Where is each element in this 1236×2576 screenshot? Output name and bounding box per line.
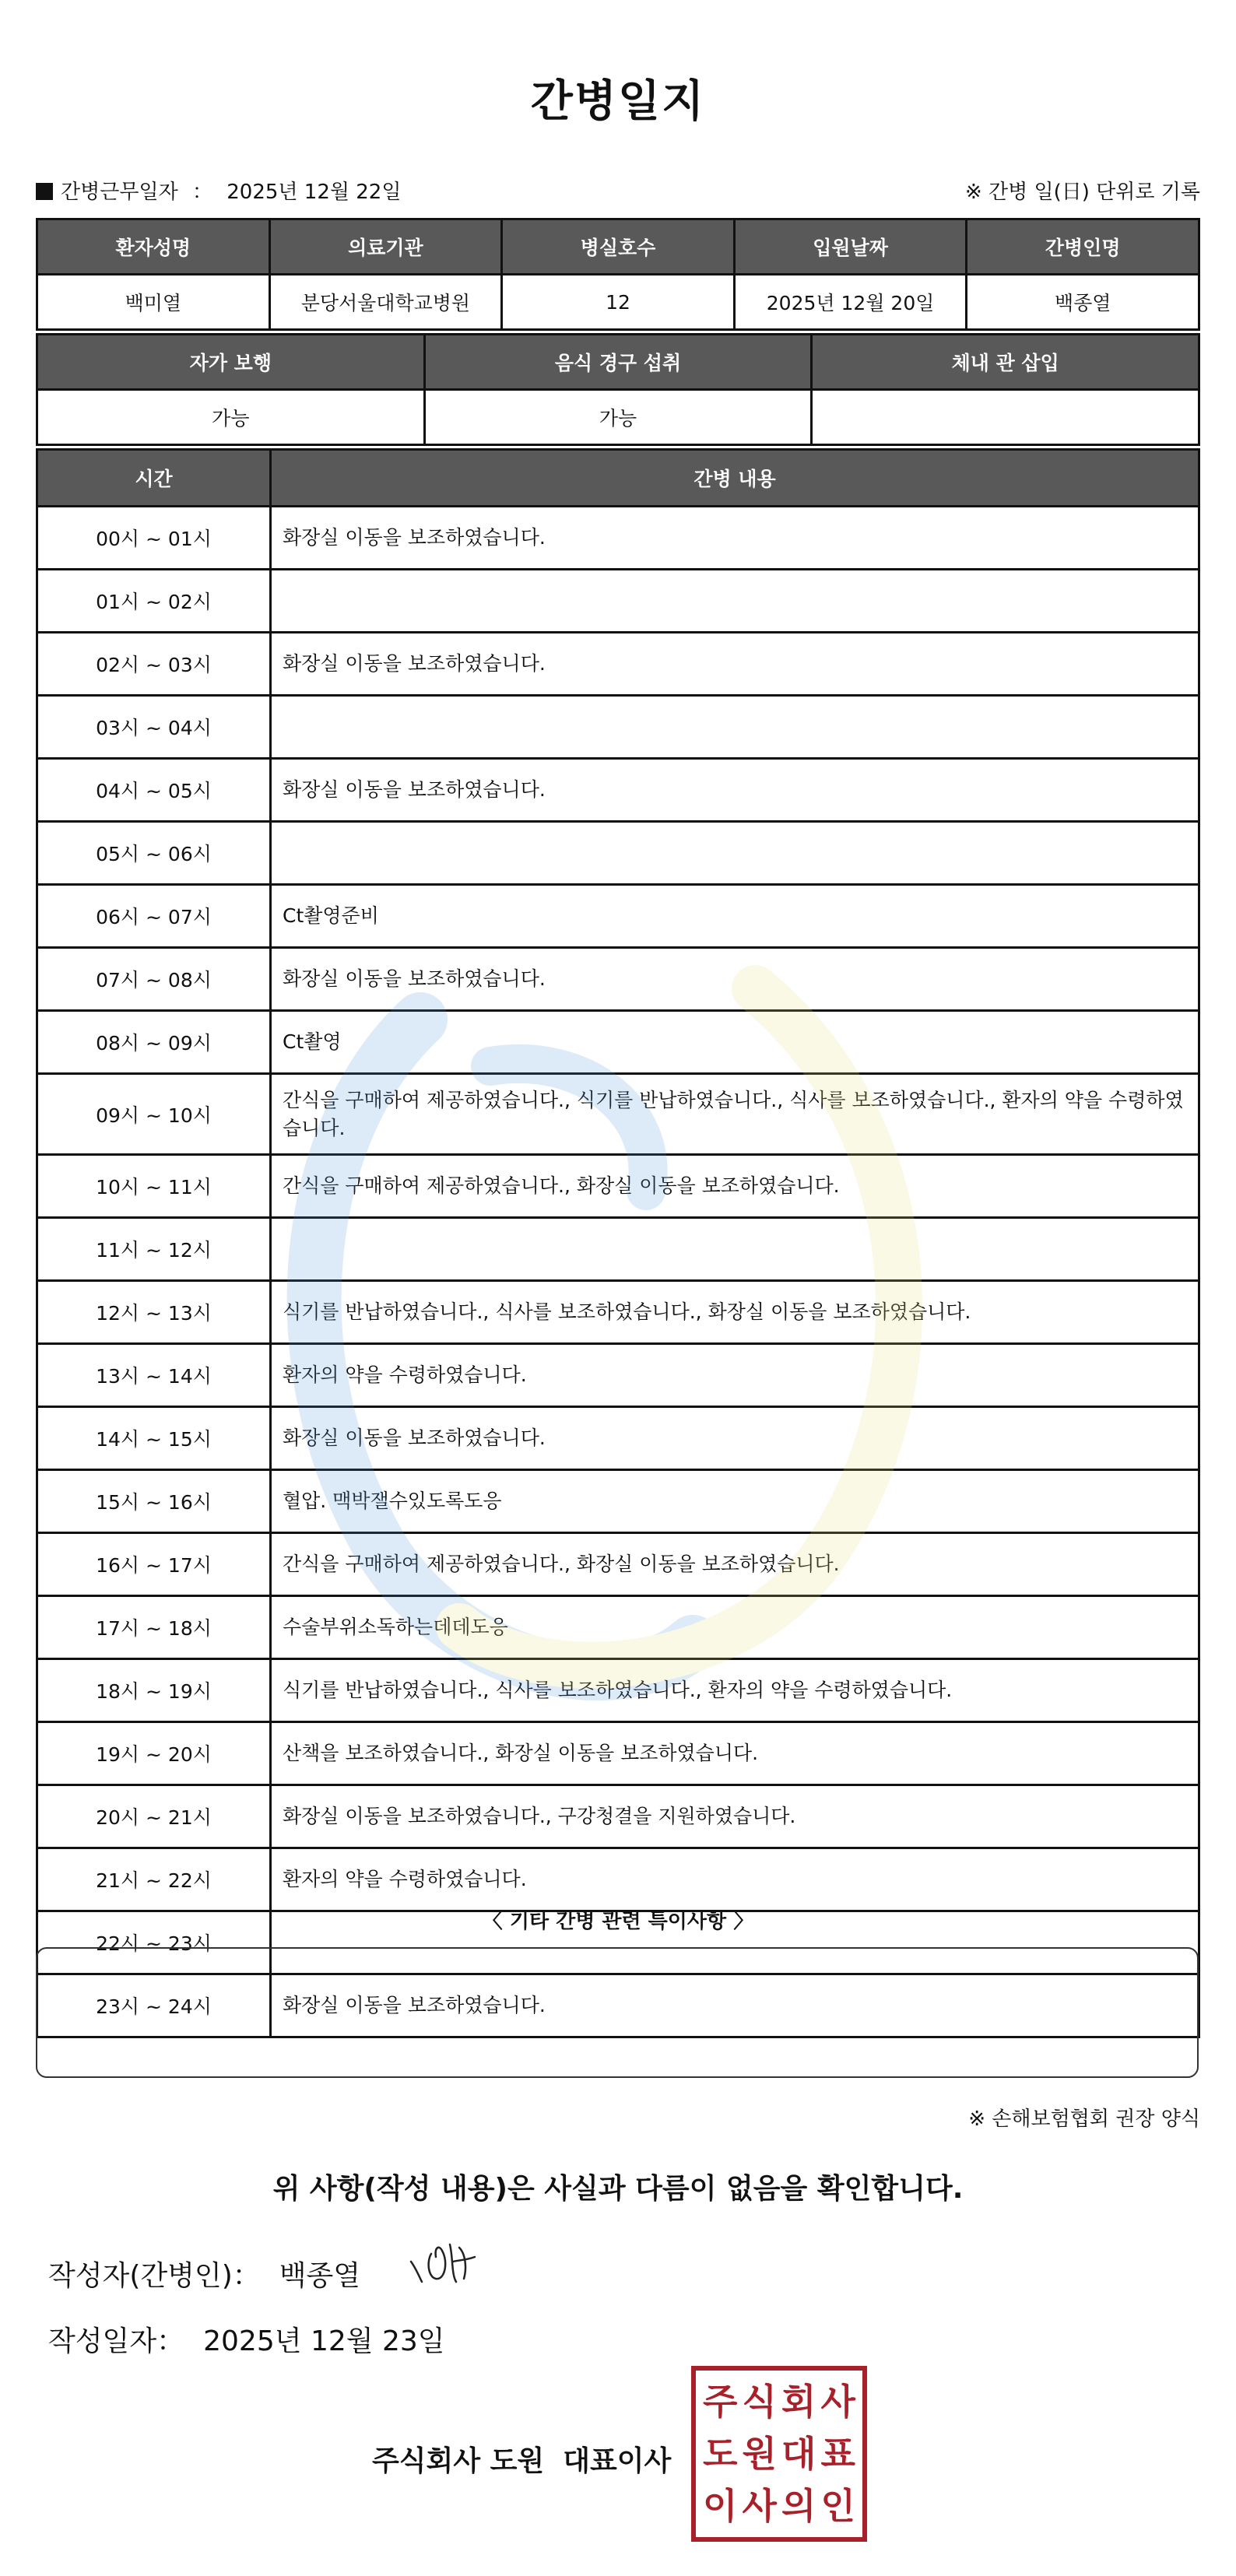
- table-row: [37, 1218, 1199, 1281]
- table-row: [37, 1848, 1199, 1911]
- form-note: ※ 손해보험협회 권장 양식: [968, 2107, 1200, 2131]
- written-date-label: 작성일자：: [48, 2325, 185, 2357]
- table-row: [37, 633, 1199, 696]
- log-time-cell: 00시 ~ 01시: [37, 507, 271, 570]
- table-header-row: [37, 450, 1199, 507]
- room-number: 12: [502, 275, 735, 330]
- log-time-cell: 07시 ~ 08시: [37, 948, 271, 1011]
- patient-info-table: [36, 218, 1200, 331]
- log-content-cell: 환자의 약을 수령하였습니다.: [271, 1344, 1199, 1407]
- log-content-cell: Ct촬영준비: [271, 885, 1199, 948]
- table-row: [37, 822, 1199, 885]
- hospital-name: 분당서울대학교병원: [269, 275, 502, 330]
- table-row: [37, 1344, 1199, 1407]
- log-time-cell: 13시 ~ 14시: [37, 1344, 271, 1407]
- seal-character: 표: [820, 2432, 855, 2475]
- work-date-value: 2025년 12월 22일: [226, 181, 402, 204]
- table-row: [37, 885, 1199, 948]
- seal-character: 회: [781, 2380, 816, 2423]
- header-self-walking: 자가 보행: [37, 335, 425, 390]
- special-notes-title: 〈 기타 간병 관련 특이사항 〉: [482, 1910, 754, 1933]
- oral-intake-value: 가능: [424, 390, 812, 445]
- log-time-cell: 20시 ~ 21시: [37, 1785, 271, 1848]
- log-time-cell: 14시 ~ 15시: [37, 1407, 271, 1470]
- log-time-cell: 21시 ~ 22시: [37, 1848, 271, 1911]
- company-name: 주식회사 도원: [372, 2445, 545, 2477]
- patient-name: 백미열: [37, 275, 270, 330]
- admission-date: 2025년 12월 20일: [734, 275, 967, 330]
- written-date-line: [48, 2319, 445, 2359]
- header-hospital: 의료기관: [269, 219, 502, 275]
- company-seal-stamp: [691, 2366, 867, 2542]
- table-row: [37, 696, 1199, 759]
- header-tube-insertion: 체내 관 삽입: [812, 335, 1199, 390]
- log-content-cell: [271, 822, 1199, 885]
- table-row: [37, 1533, 1199, 1596]
- seal-character: 사: [742, 2485, 777, 2528]
- table-row: [37, 390, 1199, 445]
- special-notes-box: [36, 1947, 1199, 2078]
- log-time-cell: 23시 ~ 24시: [37, 1974, 271, 2037]
- log-content-cell: Ct촬영: [271, 1011, 1199, 1074]
- log-content-cell: [271, 696, 1199, 759]
- log-content-cell: 산책을 보조하였습니다., 화장실 이동을 보조하였습니다.: [271, 1722, 1199, 1785]
- log-content-cell: 환자의 약을 수령하였습니다.: [271, 1848, 1199, 1911]
- header-care-content: 간병 내용: [271, 450, 1199, 507]
- log-content-cell: 화장실 이동을 보조하였습니다.: [271, 507, 1199, 570]
- table-row: [37, 1074, 1199, 1155]
- seal-character: 식: [742, 2380, 777, 2423]
- table-row: [37, 1281, 1199, 1344]
- log-content-cell: 간식을 구매하여 제공하였습니다., 화장실 이동을 보조하였습니다.: [271, 1155, 1199, 1218]
- seal-character: 의: [781, 2485, 816, 2528]
- seal-character: 이: [703, 2485, 738, 2528]
- work-date-label: 간병근무일자: [61, 181, 178, 204]
- table-row: [37, 1407, 1199, 1470]
- work-date: [36, 176, 401, 205]
- log-content-cell: 화장실 이동을 보조하였습니다.: [271, 633, 1199, 696]
- log-content-cell: 혈압. 맥박잴수있도록도응: [271, 1470, 1199, 1533]
- log-time-cell: 18시 ~ 19시: [37, 1659, 271, 1722]
- log-content-cell: 화장실 이동을 보조하였습니다.: [271, 948, 1199, 1011]
- handwritten-signature-icon: [405, 2230, 490, 2293]
- log-time-cell: 22시 ~ 23시: [37, 1911, 271, 1974]
- log-content-cell: 간식을 구매하여 제공하였습니다., 식기를 반납하였습니다., 식사를 보조하였습니다., 환자의 약을 수령하였습니다.: [271, 1074, 1199, 1155]
- log-content-cell: 식기를 반납하였습니다., 식사를 보조하였습니다., 환자의 약을 수령하였습니다.: [271, 1659, 1199, 1722]
- table-header-row: [37, 219, 1199, 275]
- log-time-cell: 05시 ~ 06시: [37, 822, 271, 885]
- table-row: [37, 275, 1199, 330]
- header-oral-intake: 음식 경구 섭취: [424, 335, 812, 390]
- header-time: 시간: [37, 450, 271, 507]
- log-time-cell: 12시 ~ 13시: [37, 1281, 271, 1344]
- table-row: [37, 948, 1199, 1011]
- square-bullet-icon: [36, 183, 53, 200]
- table-row: [37, 1785, 1199, 1848]
- patient-status-table: [36, 333, 1200, 446]
- log-time-cell: 02시 ~ 03시: [37, 633, 271, 696]
- log-time-cell: 19시 ~ 20시: [37, 1722, 271, 1785]
- company-title: 대표이사: [563, 2445, 672, 2477]
- log-time-cell: 04시 ~ 05시: [37, 759, 271, 822]
- header-caregiver-name: 간병인명: [967, 219, 1199, 275]
- log-time-cell: 03시 ~ 04시: [37, 696, 271, 759]
- seal-characters: [701, 2375, 858, 2532]
- confirmation-statement: 위 사항(작성 내용)은 사실과 다름이 없음을 확인합니다.: [272, 2173, 964, 2205]
- table-row: [37, 1470, 1199, 1533]
- log-time-cell: 17시 ~ 18시: [37, 1596, 271, 1659]
- table-row: [37, 759, 1199, 822]
- log-time-cell: 06시 ~ 07시: [37, 885, 271, 948]
- self-walking-value: 가능: [37, 390, 425, 445]
- written-date-value: 2025년 12월 23일: [203, 2325, 445, 2357]
- log-content-cell: 화장실 이동을 보조하였습니다.: [271, 1974, 1199, 2037]
- log-content-cell: 수술부위소독하는데데도응: [271, 1596, 1199, 1659]
- log-content-cell: 화장실 이동을 보조하였습니다.: [271, 759, 1199, 822]
- care-log-table: [36, 448, 1200, 2038]
- seal-character: 사: [820, 2380, 855, 2423]
- tube-insertion-value: [812, 390, 1199, 445]
- seal-character: 원: [742, 2432, 777, 2475]
- unit-note: ※ 간병 일(日) 단위로 기록: [964, 181, 1200, 204]
- table-header-row: [37, 335, 1199, 390]
- table-row: [37, 1722, 1199, 1785]
- log-content-cell: 식기를 반납하였습니다., 식사를 보조하였습니다., 화장실 이동을 보조하였습니다.: [271, 1281, 1199, 1344]
- seal-character: 인: [820, 2485, 855, 2528]
- log-time-cell: 10시 ~ 11시: [37, 1155, 271, 1218]
- table-row: [37, 570, 1199, 633]
- log-time-cell: 01시 ~ 02시: [37, 570, 271, 633]
- log-time-cell: 11시 ~ 12시: [37, 1218, 271, 1281]
- seal-character: 주: [703, 2380, 738, 2423]
- seal-character: 도: [703, 2432, 738, 2475]
- seal-character: 대: [781, 2432, 816, 2475]
- work-date-separator: ：: [191, 181, 212, 204]
- header-room-number: 병실호수: [502, 219, 735, 275]
- table-row: [37, 1659, 1199, 1722]
- company-line: [372, 2439, 671, 2479]
- log-content-cell: 화장실 이동을 보조하였습니다., 구강청결을 지원하였습니다.: [271, 1785, 1199, 1848]
- table-row: [37, 1155, 1199, 1218]
- care-log-body: [37, 507, 1199, 2037]
- log-time-cell: 15시 ~ 16시: [37, 1470, 271, 1533]
- header-patient-name: 환자성명: [37, 219, 270, 275]
- table-row: [37, 507, 1199, 570]
- author-name: 백종열: [279, 2260, 361, 2292]
- table-row: [37, 1011, 1199, 1074]
- log-content-cell: [271, 570, 1199, 633]
- log-time-cell: 08시 ~ 09시: [37, 1011, 271, 1074]
- log-content-cell: 간식을 구매하여 제공하였습니다., 화장실 이동을 보조하였습니다.: [271, 1533, 1199, 1596]
- caregiver-name: 백종열: [967, 275, 1199, 330]
- author-label: 작성자(간병인)：: [48, 2260, 261, 2292]
- log-content-cell: [271, 1218, 1199, 1281]
- author-line: [48, 2254, 360, 2293]
- page-title: 간병일지: [530, 76, 706, 127]
- log-time-cell: 16시 ~ 17시: [37, 1533, 271, 1596]
- log-content-cell: 화장실 이동을 보조하였습니다.: [271, 1407, 1199, 1470]
- header-admission-date: 입원날짜: [734, 219, 967, 275]
- table-row: [37, 1596, 1199, 1659]
- log-time-cell: 09시 ~ 10시: [37, 1074, 271, 1155]
